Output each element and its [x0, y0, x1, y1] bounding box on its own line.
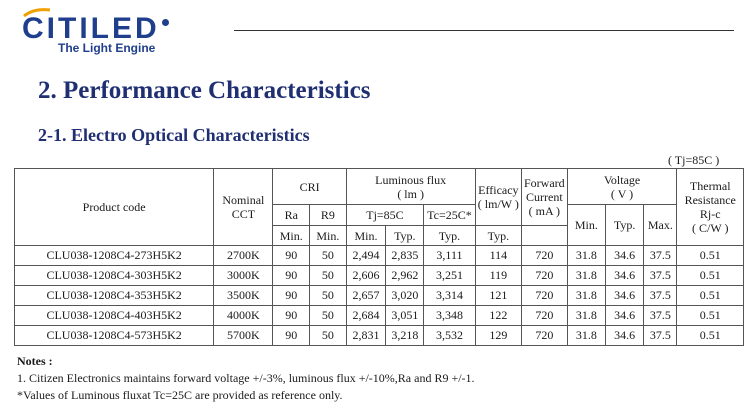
cell-flux-tj-min: 2,606 [346, 266, 386, 286]
col-voltage-max: Max. [644, 205, 677, 246]
cell-flux-tc-typ: 3,251 [424, 266, 475, 286]
cell-forward-current: 720 [522, 266, 568, 286]
cell-voltage-min: 31.8 [567, 306, 605, 326]
col-r9: R9 [310, 205, 347, 226]
page-title: 2. Performance Characteristics [38, 77, 371, 104]
cell-efficacy-typ: 119 [475, 266, 521, 286]
cell-product-code: CLU038-1208C4-403H5K2 [15, 306, 214, 326]
cell-r9-min: 50 [310, 306, 347, 326]
col-r9-min: Min. [310, 226, 347, 246]
cell-thermal-resistance: 0.51 [677, 306, 744, 326]
col-voltage-min: Min. [567, 205, 605, 246]
logo-tagline: The Light Engine [58, 41, 156, 55]
col-ra: Ra [273, 205, 310, 226]
cell-voltage-max: 37.5 [644, 306, 677, 326]
cell-voltage-max: 37.5 [644, 246, 677, 266]
cell-thermal-resistance: 0.51 [677, 246, 744, 266]
cell-voltage-typ: 34.6 [606, 266, 644, 286]
col-product-code: Product code [15, 169, 214, 246]
cell-product-code: CLU038-1208C4-273H5K2 [15, 246, 214, 266]
note-item: *Values of Luminous fluxat Tc=25C are provided as reference only. [17, 388, 343, 402]
cell-thermal-resistance: 0.51 [677, 286, 744, 306]
cell-flux-tj-typ: 3,218 [386, 326, 424, 346]
test-condition: ( Tj=85C ) [668, 153, 720, 167]
col-efficacy-typ: Typ. [475, 226, 521, 246]
col-flux-tc-typ: Typ. [424, 226, 475, 246]
cell-voltage-typ: 34.6 [606, 306, 644, 326]
col-tc: Tc=25C* [424, 205, 475, 226]
section-title: 2-1. Electro Optical Characteristics [38, 125, 310, 145]
cell-thermal-resistance: 0.51 [677, 326, 744, 346]
cell-flux-tj-typ: 3,051 [386, 306, 424, 326]
cell-flux-tc-typ: 3,532 [424, 326, 475, 346]
cell-ra-min: 90 [273, 246, 310, 266]
cell-efficacy-typ: 129 [475, 326, 521, 346]
cell-r9-min: 50 [310, 266, 347, 286]
cell-flux-tc-typ: 3,111 [424, 246, 475, 266]
table-body [15, 246, 744, 346]
cell-forward-current: 720 [522, 286, 568, 306]
cell-ra-min: 90 [273, 306, 310, 326]
cell-product-code: CLU038-1208C4-303H5K2 [15, 266, 214, 286]
cell-efficacy-typ: 114 [475, 246, 521, 266]
cell-voltage-max: 37.5 [644, 326, 677, 346]
col-cri: CRI [273, 169, 346, 205]
notes-title: Notes : [17, 354, 53, 368]
table-row [15, 246, 744, 266]
table-row [15, 306, 744, 326]
col-flux-typ: Typ. [386, 226, 424, 246]
cell-r9-min: 50 [310, 246, 347, 266]
citiled-logo [22, 14, 222, 54]
cell-flux-tj-typ: 3,020 [386, 286, 424, 306]
cell-flux-tc-typ: 3,314 [424, 286, 475, 306]
header-rule [234, 30, 734, 31]
brand-name: CITILED [22, 12, 160, 45]
cell-efficacy-typ: 122 [475, 306, 521, 326]
cell-voltage-min: 31.8 [567, 286, 605, 306]
cell-voltage-typ: 34.6 [606, 286, 644, 306]
table-row [15, 326, 744, 346]
cell-flux-tc-typ: 3,348 [424, 306, 475, 326]
col-nominal-cct: Nominal CCT [214, 169, 273, 246]
cell-forward-current: 720 [522, 246, 568, 266]
cell-thermal-resistance: 0.51 [677, 266, 744, 286]
col-luminous-flux: Luminous flux ( lm ) [346, 169, 475, 205]
cell-voltage-typ: 34.6 [606, 326, 644, 346]
cell-voltage-max: 37.5 [644, 266, 677, 286]
cell-voltage-min: 31.8 [567, 246, 605, 266]
cell-voltage-max: 37.5 [644, 286, 677, 306]
cell-flux-tj-typ: 2,962 [386, 266, 424, 286]
col-voltage: Voltage ( V ) [567, 169, 677, 205]
col-efficacy: Efficacy ( lm/W ) [475, 169, 521, 226]
cell-r9-min: 50 [310, 286, 347, 306]
cell-product-code: CLU038-1208C4-353H5K2 [15, 286, 214, 306]
notes [17, 353, 475, 404]
cell-nominal-cct: 3000K [214, 266, 273, 286]
logo-dot-icon [162, 19, 169, 26]
note-item: 1. Citizen Electronics maintains forward voltage +/-3%, luminous flux +/-10%,Ra and R9 +/-1. [17, 371, 475, 385]
cell-flux-tj-min: 2,831 [346, 326, 386, 346]
cell-flux-tj-min: 2,684 [346, 306, 386, 326]
col-tj: Tj=85C [346, 205, 424, 226]
cell-efficacy-typ: 121 [475, 286, 521, 306]
cell-ra-min: 90 [273, 266, 310, 286]
cell-forward-current: 720 [522, 306, 568, 326]
cell-nominal-cct: 5700K [214, 326, 273, 346]
cell-product-code: CLU038-1208C4-573H5K2 [15, 326, 214, 346]
cell-flux-tj-typ: 2,835 [386, 246, 424, 266]
cell-nominal-cct: 4000K [214, 306, 273, 326]
cell-ra-min: 90 [273, 326, 310, 346]
cell-flux-tj-min: 2,494 [346, 246, 386, 266]
cell-ra-min: 90 [273, 286, 310, 306]
cell-flux-tj-min: 2,657 [346, 286, 386, 306]
col-forward-current: Forward Current ( mA ) [522, 169, 568, 226]
cell-forward-current: 720 [522, 326, 568, 346]
table-row [15, 286, 744, 306]
cell-voltage-typ: 34.6 [606, 246, 644, 266]
electro-optical-table [14, 168, 744, 346]
cell-nominal-cct: 2700K [214, 246, 273, 266]
col-flux-min: Min. [346, 226, 386, 246]
cell-voltage-min: 31.8 [567, 266, 605, 286]
col-ra-min: Min. [273, 226, 310, 246]
cell-nominal-cct: 3500K [214, 286, 273, 306]
col-thermal-resistance: Thermal Resistance Rj-c ( C/W ) [677, 169, 744, 246]
cell-voltage-min: 31.8 [567, 326, 605, 346]
logo-wordmark [22, 14, 169, 44]
table-row [15, 266, 744, 286]
cell-r9-min: 50 [310, 326, 347, 346]
col-voltage-typ: Typ. [606, 205, 644, 246]
